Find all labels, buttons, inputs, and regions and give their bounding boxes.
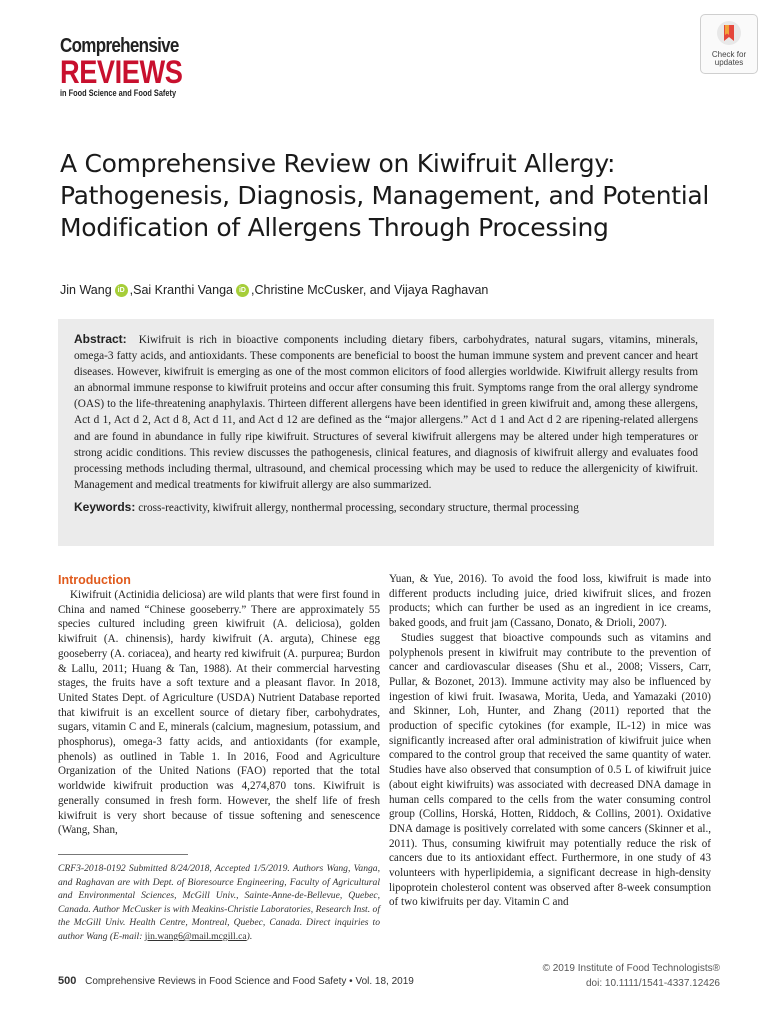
abstract-box xyxy=(58,319,714,546)
badge-line1: Check for xyxy=(711,50,747,59)
copyright: © 2019 Institute of Food Technologists® xyxy=(542,963,720,974)
orcid-icon[interactable]: iD xyxy=(115,284,128,297)
abstract-body: Kiwifruit is rich in bioactive components including dietary fibers, carbohydrates, natural sugars, vitamins, minerals, omega-3 fatty acids, and antioxidants. These components are beneficial to boost the human immune system and prevent cancer and heart diseases. However, kiwifruit is emerging as one of the most common elicitors of food allergies worldwide. Kiwifruit allergy results from an abnormal immune response to kiwifruit proteins and occur after consuming this fruit. Symptoms range from the oral allergy syndrome (OAS) to the life-threatening anaphylaxis. Thirteen different allergens have been identified in green kiwifruit and, among these allergens, Act d 1, Act d 2, Act d 8, Act d 11, and Act d 12 are defined as the “major allergens.” Act d 1 and Act d 2 are ripening-related allergens and are found in abundance in fully ripe kiwifruit. Structures of several kiwifruit allergens may be altered under high temperatures or strong acidic conditions. This review discusses the pathogenesis, clinical features, and diagnosis of kiwifruit allergy and evaluates food processing methods including thermal, ultrasound, and chemical processing which may be used to reduce the allergenicity of kiwifruit. Management and medical treatments for kiwifruit allergy are also summarized. xyxy=(74,334,698,491)
keywords-body: cross-reactivity, kiwifruit allergy, nonthermal processing, secondary structure, thermal processing xyxy=(138,501,579,514)
footnote-text: CRF3-2018-0192 Submitted 8/24/2018, Accepted 1/5/2019. Authors Wang, Vanga, and Raghavan are with Dept. of Bioresource Engineering, Faculty of Agricultural and Environmental Sciences, McGill Univ., Sainte-Anne-de-Bellevue, Quebec, Canada. Author McCusker is with Meakins-Christie Laboratories, Research Inst. of the McGill Univ. Health Centre, Montreal, Quebec, Canada. Direct inquiries to author Wang (E-mail: xyxy=(58,863,380,942)
keywords-label: Keywords: xyxy=(74,499,136,514)
doi-link[interactable]: doi: 10.1111/1541-4337.12426 xyxy=(585,978,720,989)
author-name[interactable]: Sai Kranthi Vanga xyxy=(133,283,233,297)
page-footer xyxy=(58,975,414,987)
body-column-left xyxy=(58,588,380,838)
bookmark-check-icon xyxy=(716,20,742,46)
page-number: 500 xyxy=(58,975,77,987)
author-name[interactable]: Christine McCusker, and Vijaya Raghavan xyxy=(254,283,489,297)
footer-right xyxy=(543,961,720,991)
author-separator: , xyxy=(250,283,255,297)
body-paragraph: Kiwifruit (Actinidia deliciosa) are wild plants that were first found in China and named “Chinese gooseberry.” There are approximately 55 species cultured including green kiwifruit (A. deliciosa), golden kiwifruit (A. chinensis), hardy kiwifruit (A. arguta), Chinese egg gooseberry (A. coriacea), and hearty red kiwifruit (A. purpurea; Burdon & Lallu, 2011; Huang & Tan, 1988). At their commercial harvesting stages, the fruits have a soft texture and a pleasant flavor. In 2018, United States Dept. of Agriculture (USDA) Nutrient Database reported that kiwifruit is an excellent source of dietary fiber, carbohydrates, sugars, vitamin C and E, minerals (calcium, magnesium, potassium, and phosphorus), omega-3 fatty acids, and antioxidants (for example, phenols) as outlined in Table 1. In 2016, Food and Agriculture Organization of the United Nations (FAO) reported that the total worldwide kiwifruit production was 4,274,870 tons. Kiwifruit is generally consumed in fresh form. However, the shelf life of fresh kiwifruit is very short because of tissue softening and senescence (Wang, Shan, xyxy=(58,589,380,837)
footnote xyxy=(58,862,380,944)
footer-bullet: • xyxy=(349,976,353,987)
article-title: A Comprehensive Review on Kiwifruit Allergy: Pathogenesis, Diagnosis, Management, and Potential Modification of Allergens Through Processing xyxy=(60,149,710,242)
author-name[interactable]: Jin Wang xyxy=(60,283,112,297)
logo-line-comprehensive: Comprehensive xyxy=(60,35,179,57)
section-heading-introduction: Introduction xyxy=(58,573,131,587)
abstract-label: Abstract: xyxy=(74,332,127,346)
author-list xyxy=(60,283,720,297)
footer-journal: Comprehensive Reviews in Food Science and Food Safety xyxy=(85,976,347,987)
footnote-end: ). xyxy=(246,930,253,942)
body-column-right xyxy=(389,572,711,910)
abstract xyxy=(74,331,698,493)
author-separator: , xyxy=(129,283,134,297)
keywords xyxy=(74,499,698,516)
badge-line2: updates xyxy=(714,58,744,67)
journal-logo xyxy=(60,35,183,99)
author-email-link[interactable]: jin.wang6@mail.mcgill.ca xyxy=(144,930,247,942)
logo-line-reviews: REVIEWS xyxy=(60,54,183,90)
footer-volume: Vol. 18, 2019 xyxy=(355,976,414,987)
orcid-icon[interactable]: iD xyxy=(236,284,249,297)
check-for-updates-badge[interactable] xyxy=(700,14,758,74)
body-paragraph: Studies suggest that bioactive compounds such as vitamins and polyphenols present in kiwifruit may contribute to the prevention of cancer and cardiovascular diseases (Shu et al., 2008; Vissers, Carr, Pullar, & Bozonet, 2013). Immune activity may also be influenced by ingestion of kiwi fruit. Iwasawa, Morita, Ueda, and Yamazaki (2010) and Skinner, Loh, Hunter, and Zhang (2011) reported that the production of specific cytokines (for example, IL-12) in mice was significantly increased after oral administration of kiwifruit juice when compared to the control group that received the same quantity of water. Studies have also observed that consumption of 0.5 L of kiwifruit juice (about eight kiwifruits) was associated with decreased DNA damage in human cells compared to the cells from the water consuming control group (Collins, Horská, Hotten, Riddoch, & Collins, 2001). Oxidative DNA damage is positively correlated with some cancers (Skinner et al., 2011). Thus, consuming kiwifruit may potentially reduce the risk of cancers due to its antioxidant effect. Furthermore, in one study of 43 volunteers with hyperlipidemia, a significant decrease in high-density lipoprotein cholesterol content was observed after 8-week consumption of two kiwifruits per day. Vitamin C and xyxy=(389,631,711,909)
body-paragraph: Yuan, & Yue, 2016). To avoid the food loss, kiwifruit is made into different products including juice, dried kiwifruit slices, and frozen products; which can further be used as an ingredient in ice creams, baked goods, and fruit jam (Cassano, Donato, & Drioli, 2007). xyxy=(389,573,711,630)
footnote-divider xyxy=(58,854,188,855)
logo-line-subtitle: in Food Science and Food Safety xyxy=(60,88,177,98)
